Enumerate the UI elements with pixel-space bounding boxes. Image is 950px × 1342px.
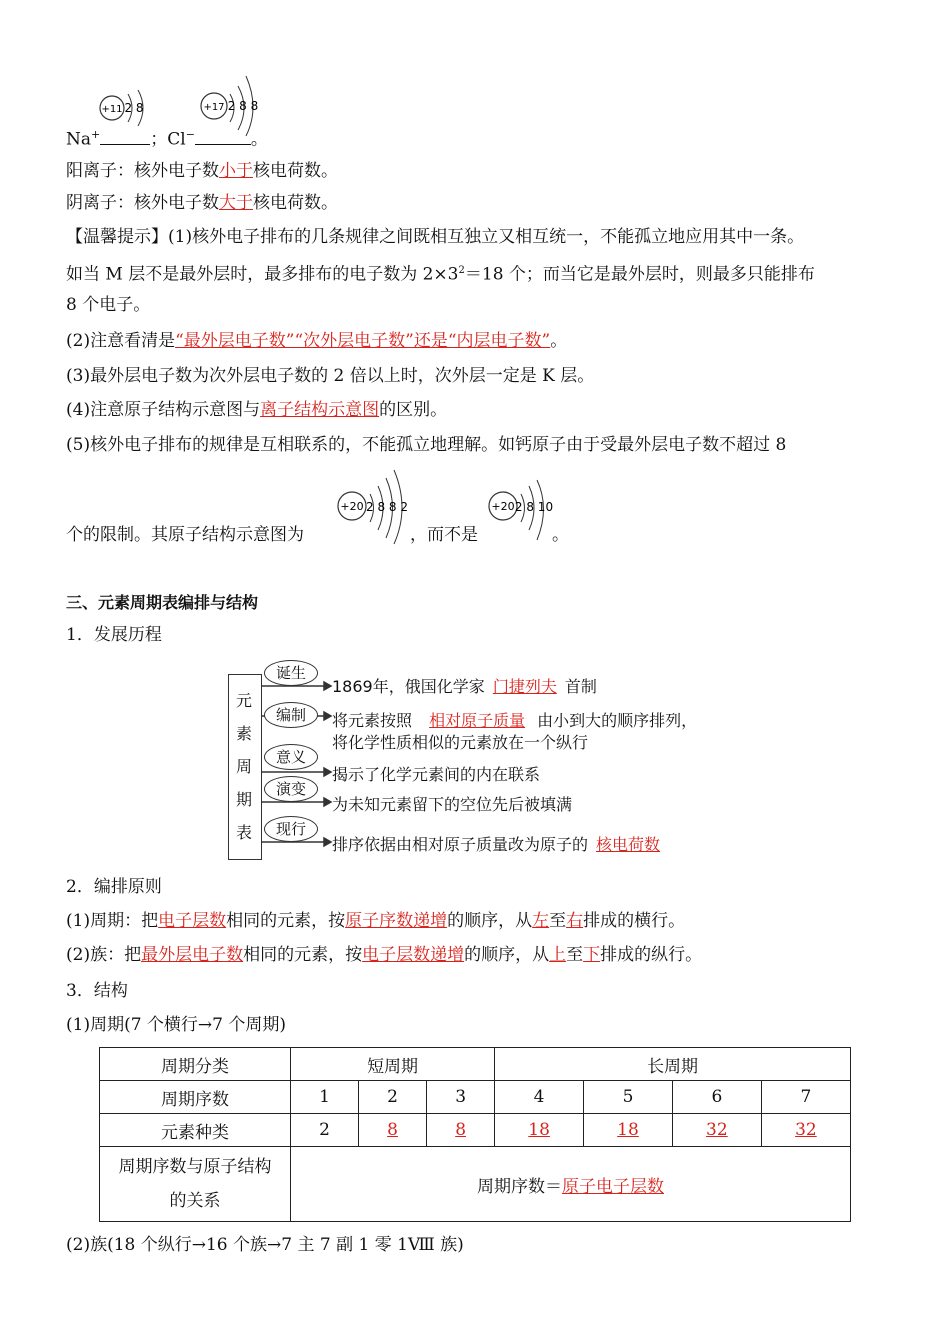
period-number: 4 bbox=[495, 1081, 584, 1114]
tag-evolution: 演变 bbox=[264, 776, 318, 802]
period-number: 2 bbox=[359, 1081, 427, 1114]
cation-prefix: 阳离子：核外电子数 bbox=[66, 161, 219, 181]
na-nucleus: +11 bbox=[101, 104, 123, 115]
period-number: 6 bbox=[672, 1081, 761, 1114]
period-table bbox=[99, 1047, 851, 1222]
short-period-label: 短周期 bbox=[291, 1048, 495, 1081]
title-char: 期 bbox=[235, 790, 252, 809]
tip-p2-answer: “最外层电子数”“次外层电子数”还是“内层电子数” bbox=[175, 331, 551, 351]
cl-shells: 2 8 8 bbox=[227, 99, 259, 113]
tag-significance: 意义 bbox=[264, 744, 318, 770]
cation-rule bbox=[66, 160, 338, 182]
tip-p1-line2 bbox=[66, 260, 815, 286]
anion-rule bbox=[66, 192, 338, 214]
na-ion-diagram bbox=[98, 88, 158, 136]
rule1-g: 至 bbox=[549, 911, 567, 931]
tip-p1-line1: 【温馨提示】(1)核外电子排布的几条规律之间既相互独立又相互统一，不能孤立地应用其中一条。 bbox=[66, 227, 805, 247]
group-heading: (2)族(18 个纵行→16 个族→7 主 7 副 1 零 1Ⅷ 族) bbox=[66, 1235, 464, 1255]
end-mark: 。 bbox=[250, 129, 268, 150]
rule2-a: (2)族：把 bbox=[66, 945, 142, 965]
tag-compile: 编制 bbox=[264, 702, 318, 728]
tip-p1-line3: 8 个电子。 bbox=[66, 295, 151, 315]
period-number: 5 bbox=[584, 1081, 673, 1114]
rule-group bbox=[66, 944, 702, 966]
element-count: 18 bbox=[495, 1114, 584, 1147]
rule2-e: 的顺序，从 bbox=[464, 945, 550, 965]
desc-birth bbox=[332, 674, 597, 697]
desc-birth-b: 首制 bbox=[564, 677, 597, 696]
tip-p1-line2-a: 如当 M 层不是最外层时，最多排布的电子数为 2×3 bbox=[66, 264, 459, 285]
tip-p5-line2c: 。 bbox=[552, 525, 569, 545]
element-count: 32 bbox=[672, 1114, 761, 1147]
ca-correct-diagram bbox=[334, 466, 414, 546]
section3-title: 三、元素周期表编排与结构 bbox=[66, 593, 259, 612]
tip-p2-prefix: (2)注意看清是 bbox=[66, 331, 176, 351]
anion-answer: 大于 bbox=[219, 193, 253, 213]
rule1-a: (1)周期：把 bbox=[66, 911, 159, 931]
tip-p5-line2b: ，而不是 bbox=[410, 525, 478, 545]
tip-p4 bbox=[66, 399, 447, 421]
cation-suffix: 核电荷数。 bbox=[253, 161, 338, 181]
desc-compile-answer: 相对原子质量 bbox=[429, 711, 526, 730]
element-count: 8 bbox=[427, 1114, 495, 1147]
relation-answer: 原子电子层数 bbox=[562, 1176, 664, 1197]
rule2-i: 排成的纵行。 bbox=[600, 945, 703, 965]
rule2-g: 至 bbox=[566, 945, 584, 965]
rule1-b: 电子层数 bbox=[158, 911, 227, 931]
desc-significance: 揭示了化学元素间的内在联系 bbox=[332, 765, 541, 784]
element-count: 18 bbox=[584, 1114, 673, 1147]
title-char: 表 bbox=[235, 823, 252, 842]
tip-p2-suffix: 。 bbox=[550, 331, 568, 351]
rule1-f: 左 bbox=[532, 911, 550, 931]
tip-p1-sup: 2 bbox=[458, 265, 465, 276]
relation-prefix: 周期序数＝ bbox=[477, 1176, 562, 1197]
tip-p3: (3)最外层电子数为次外层电子数的 2 倍以上时，次外层一定是 K 层。 bbox=[66, 366, 595, 386]
desc-birth-a: 1869年，俄国化学家 bbox=[332, 677, 485, 696]
tag-current: 现行 bbox=[264, 816, 318, 842]
desc-birth-answer: 门捷列夫 bbox=[492, 677, 557, 696]
element-count: 8 bbox=[359, 1114, 427, 1147]
rule2-b: 最外层电子数 bbox=[141, 945, 244, 965]
desc-compile-b: 由小到大的顺序排列， bbox=[537, 711, 698, 730]
row-label-category: 周期分类 bbox=[100, 1048, 291, 1081]
rule2-f: 上 bbox=[549, 945, 567, 965]
element-count: 2 bbox=[291, 1114, 359, 1147]
tip-p4-suffix: 的区别。 bbox=[379, 400, 448, 420]
ca-wrong-diagram bbox=[486, 478, 556, 544]
rule1-e: 的顺序，从 bbox=[447, 911, 533, 931]
tag-birth: 诞生 bbox=[264, 660, 318, 686]
desc-current-a: 排序依据由相对原子质量改为原子的 bbox=[332, 835, 589, 854]
anion-suffix: 核电荷数。 bbox=[253, 193, 338, 213]
desc-current bbox=[332, 832, 668, 855]
na-label: Na bbox=[66, 129, 92, 150]
element-count: 32 bbox=[761, 1114, 850, 1147]
table-row bbox=[100, 1048, 851, 1081]
rule-period bbox=[66, 910, 685, 932]
relation-cell bbox=[291, 1147, 851, 1222]
row-label-count: 元素种类 bbox=[100, 1114, 291, 1147]
rule2-d: 电子层数递增 bbox=[362, 945, 465, 965]
separator: ； bbox=[150, 129, 168, 150]
rule2-c: 相同的元素，按 bbox=[243, 945, 363, 965]
period-number: 3 bbox=[427, 1081, 495, 1114]
ca-correct-shells: 2 8 8 2 bbox=[366, 500, 408, 514]
title-char: 周 bbox=[235, 757, 252, 776]
ca-correct-nucleus: +20 bbox=[340, 500, 364, 513]
rule1-d: 原子序数递增 bbox=[345, 911, 448, 931]
anion-prefix: 阴离子：核外电子数 bbox=[66, 193, 219, 213]
tip-p5-line2a: 个的限制。其原子结构示意图为 bbox=[66, 525, 304, 545]
cl-ion-diagram bbox=[198, 70, 268, 138]
long-period-label: 长周期 bbox=[495, 1048, 851, 1081]
section3-sub2: 2．编排原则 bbox=[66, 877, 162, 897]
desc-compile-c: 将化学性质相似的元素放在一个纵行 bbox=[332, 733, 589, 752]
na-charge: + bbox=[91, 128, 101, 141]
tip-p2 bbox=[66, 330, 567, 352]
row-label-number: 周期序数 bbox=[100, 1081, 291, 1114]
history-figure bbox=[224, 660, 724, 860]
cation-answer: 小于 bbox=[219, 161, 253, 181]
cl-label: Cl bbox=[167, 129, 186, 150]
tip-p1-line2-b: ＝18 个；而当它是最外层时，则最多只能排布 bbox=[464, 264, 815, 285]
rule1-i: 排成的横行。 bbox=[583, 911, 686, 931]
ca-wrong-nucleus: +20 bbox=[491, 500, 515, 513]
period-number: 7 bbox=[761, 1081, 850, 1114]
rule2-h: 下 bbox=[583, 945, 601, 965]
table-row bbox=[100, 1114, 851, 1147]
cl-nucleus: +17 bbox=[203, 102, 225, 113]
title-char: 元 bbox=[235, 691, 252, 710]
tip-p4-prefix: (4)注意原子结构示意图与 bbox=[66, 400, 261, 420]
cl-charge: − bbox=[185, 128, 195, 141]
rule1-h: 右 bbox=[566, 911, 584, 931]
table-row bbox=[100, 1081, 851, 1114]
desc-compile-a: 将元素按照 bbox=[332, 711, 413, 730]
desc-compile bbox=[332, 710, 697, 754]
section3-sub1: 1．发展历程 bbox=[66, 625, 162, 645]
period-heading: (1)周期(7 个横行→7 个周期) bbox=[66, 1015, 287, 1035]
section3-sub3: 3．结构 bbox=[66, 981, 128, 1001]
row-label-relation: 周期序数与原子结构的关系 bbox=[100, 1147, 291, 1222]
na-shells: 2 8 bbox=[124, 101, 144, 115]
period-number: 1 bbox=[291, 1081, 359, 1114]
tip-p4-answer: 离子结构示意图 bbox=[260, 400, 380, 420]
title-char: 素 bbox=[235, 724, 252, 743]
rule1-c: 相同的元素，按 bbox=[226, 911, 346, 931]
tip-p5-line1: (5)核外电子排布的规律是互相联系的，不能孤立地理解。如钙原子由于受最外层电子数不超过 8 bbox=[66, 435, 787, 455]
table-row bbox=[100, 1147, 851, 1222]
desc-current-answer: 核电荷数 bbox=[596, 835, 661, 854]
ca-wrong-shells: 2 8 10 bbox=[514, 500, 554, 514]
desc-evolution: 为未知元素留下的空位先后被填满 bbox=[332, 795, 573, 814]
